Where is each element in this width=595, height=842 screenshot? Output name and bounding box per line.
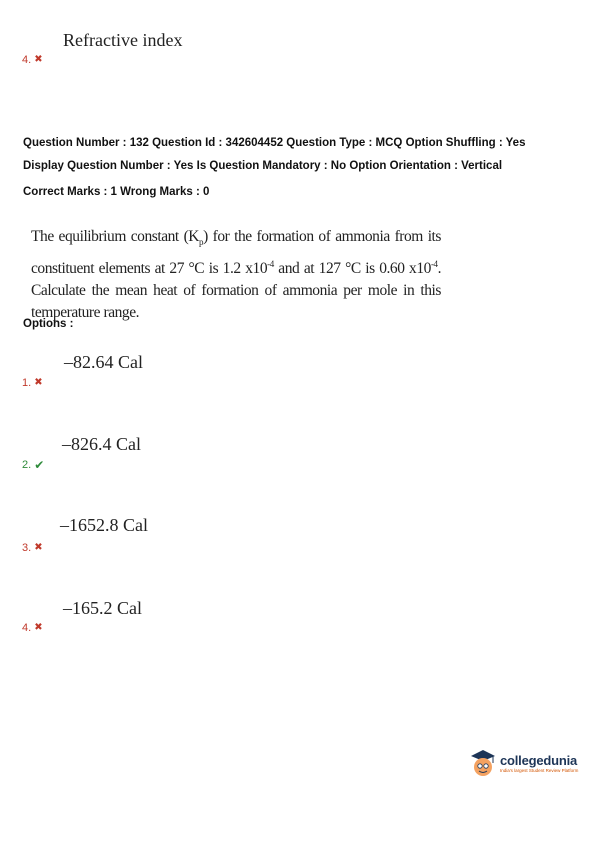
question-text-part: and at 127 °C is 0.60 x10 — [273, 260, 431, 278]
question-text-part: The equilibrium constant (K — [31, 228, 200, 245]
option-number-label: 2. — [22, 459, 32, 471]
option-3-text: –1652.8 Cal — [60, 515, 148, 535]
option-1-text: –82.64 Cal — [64, 352, 143, 372]
option-2-number — [22, 459, 44, 471]
option-3-number — [22, 542, 43, 554]
check-icon: ✔ — [34, 458, 45, 472]
option-number-label: 3. — [22, 542, 32, 554]
question-meta-line-2: Display Question Number : Yes Is Question Mandatory : No Option Orientation : Vertical — [23, 160, 503, 172]
options-label: Options : — [23, 318, 74, 330]
option-4-number — [22, 622, 43, 634]
question-text-part: . Calculate the mean heat of formation of ammonia per mole in this temperature range. — [31, 260, 441, 322]
logo-tagline: India's largest Student Review Platform — [500, 768, 579, 773]
option-1-number — [22, 377, 43, 389]
option-2-text: –826.4 Cal — [62, 434, 141, 454]
question-meta-line-1: Question Number : 132 Question Id : 342604452 Question Type : MCQ Option Shuffling : Yes — [23, 137, 526, 149]
previous-option-number — [22, 54, 43, 66]
logo-name: collegedunia — [500, 753, 578, 768]
collegedunia-logo — [469, 748, 578, 778]
cross-icon: ✖ — [34, 542, 43, 553]
previous-option-number-label: 4. — [22, 54, 32, 66]
question-meta-line-3: Correct Marks : 1 Wrong Marks : 0 — [23, 186, 210, 198]
option-number-label: 1. — [22, 377, 32, 389]
cross-icon: ✖ — [34, 54, 43, 65]
graduate-mascot-icon — [469, 748, 497, 778]
cross-icon: ✖ — [34, 622, 43, 633]
previous-option-text: Refractive index — [63, 30, 183, 50]
cross-icon: ✖ — [34, 377, 43, 388]
kp-subscript: p — [199, 237, 204, 248]
question-text-part: ) for the formation of ammonia from its constituent elements at 27 °C is 1.2 x10 — [31, 228, 441, 278]
option-number-label: 4. — [22, 622, 32, 634]
option-4-text: –165.2 Cal — [63, 598, 142, 618]
exponent: -4 — [267, 259, 274, 270]
question-text — [31, 226, 441, 324]
exponent: -4 — [430, 259, 438, 270]
